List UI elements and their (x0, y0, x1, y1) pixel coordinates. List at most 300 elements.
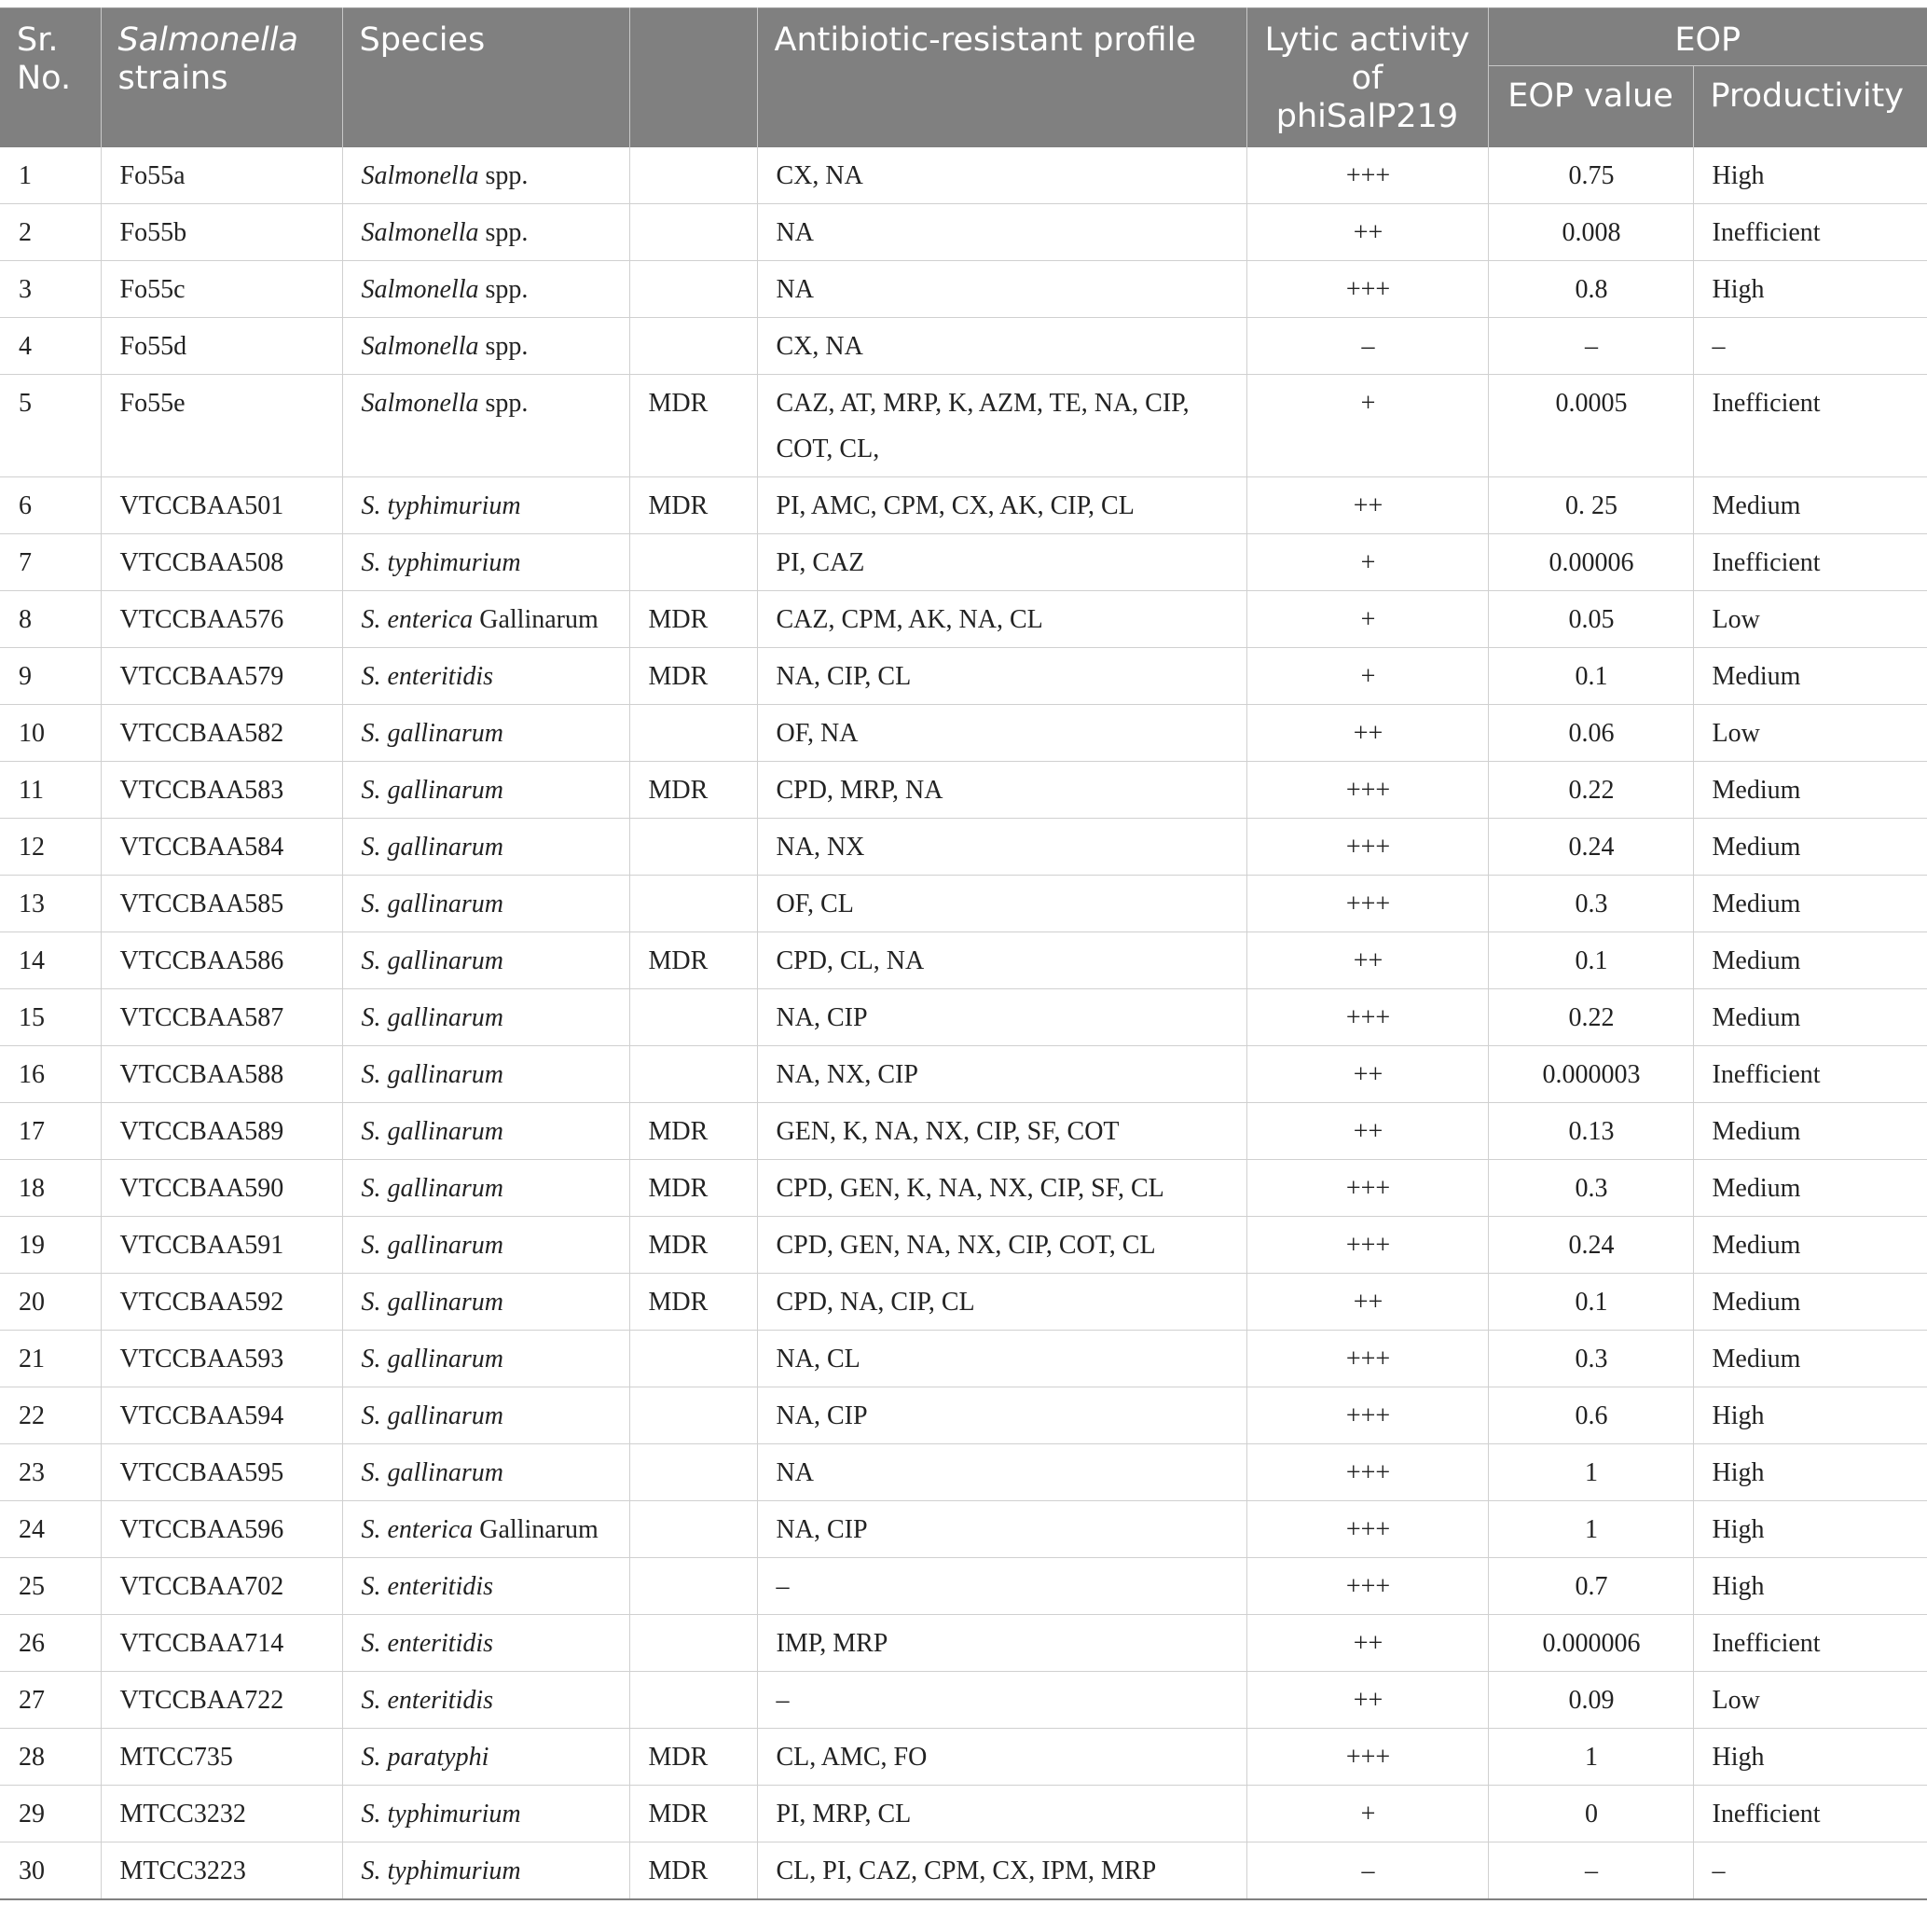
species-italic: S. gallinarum (361, 719, 503, 748)
cell-mdr (629, 989, 757, 1046)
cell-lytic: ++ (1246, 1103, 1488, 1160)
cell-productivity: Low (1693, 591, 1927, 648)
species-italic: Salmonella (361, 332, 479, 361)
cell-strain: VTCCBAA585 (101, 876, 342, 932)
cell-mdr: MDR (629, 1160, 757, 1217)
cell-mdr (629, 1501, 757, 1558)
cell-sr: 5 (0, 375, 101, 477)
cell-lytic: ++ (1246, 1274, 1488, 1331)
cell-species (342, 1786, 629, 1842)
species-italic: Salmonella (361, 389, 479, 418)
cell-mdr (629, 1331, 757, 1387)
cell-species (342, 1672, 629, 1729)
species-italic: S. gallinarum (361, 1117, 503, 1146)
cell-strain: Fo55e (101, 375, 342, 477)
cell-eop-value: 1 (1488, 1501, 1693, 1558)
cell-mdr: MDR (629, 375, 757, 477)
cell-profile: NA, CL (757, 1331, 1246, 1387)
cell-lytic: +++ (1246, 261, 1488, 318)
species-italic: Salmonella (361, 218, 479, 247)
cell-sr: 4 (0, 318, 101, 375)
cell-profile: CX, NA (757, 147, 1246, 204)
species-italic: S. gallinarum (361, 890, 503, 918)
cell-lytic: ++ (1246, 1615, 1488, 1672)
cell-eop-value: 0.7 (1488, 1558, 1693, 1615)
cell-eop-value: 0.000003 (1488, 1046, 1693, 1103)
cell-lytic: +++ (1246, 1217, 1488, 1274)
cell-species (342, 1558, 629, 1615)
species-italic: S. gallinarum (361, 776, 503, 805)
cell-profile: NA (757, 204, 1246, 261)
cell-mdr: MDR (629, 1274, 757, 1331)
cell-profile: OF, NA (757, 705, 1246, 762)
cell-mdr (629, 876, 757, 932)
cell-lytic: +++ (1246, 147, 1488, 204)
cell-profile: CX, NA (757, 318, 1246, 375)
cell-strain: VTCCBAA591 (101, 1217, 342, 1274)
cell-mdr (629, 318, 757, 375)
header-strains-rest: strains (117, 60, 228, 97)
species-italic: S. paratyphi (361, 1743, 489, 1772)
species-italic: S. gallinarum (361, 1401, 503, 1430)
cell-sr: 16 (0, 1046, 101, 1103)
cell-sr: 11 (0, 762, 101, 819)
species-italic: S. gallinarum (361, 1458, 503, 1487)
species-italic: S. gallinarum (361, 946, 503, 975)
cell-productivity: Medium (1693, 1160, 1927, 1217)
cell-sr: 8 (0, 591, 101, 648)
cell-mdr (629, 147, 757, 204)
cell-mdr: MDR (629, 1103, 757, 1160)
species-italic: S. gallinarum (361, 1060, 503, 1089)
species-italic: S. enterica (361, 1515, 474, 1544)
cell-eop-value: 0.09 (1488, 1672, 1693, 1729)
cell-productivity: High (1693, 1444, 1927, 1501)
species-rest: Gallinarum (473, 605, 599, 634)
cell-lytic: ++ (1246, 1672, 1488, 1729)
cell-species (342, 591, 629, 648)
table-row (0, 204, 1927, 261)
cell-productivity: High (1693, 1558, 1927, 1615)
cell-productivity: Inefficient (1693, 1786, 1927, 1842)
cell-strain: VTCCBAA594 (101, 1387, 342, 1444)
species-italic: S. gallinarum (361, 1345, 503, 1373)
cell-sr: 15 (0, 989, 101, 1046)
cell-species (342, 1615, 629, 1672)
cell-profile: – (757, 1558, 1246, 1615)
header-productivity: Productivity (1693, 66, 1927, 148)
cell-strain: Fo55c (101, 261, 342, 318)
cell-profile: CL, PI, CAZ, CPM, CX, IPM, MRP (757, 1842, 1246, 1900)
header-mdr (629, 8, 757, 148)
species-italic: S. gallinarum (361, 1003, 503, 1032)
cell-strain: Fo55d (101, 318, 342, 375)
cell-species (342, 1331, 629, 1387)
species-italic: Salmonella (361, 275, 479, 304)
strains-table (0, 7, 1927, 1900)
table-row (0, 318, 1927, 375)
cell-profile: NA, NX, CIP (757, 1046, 1246, 1103)
cell-strain: VTCCBAA589 (101, 1103, 342, 1160)
table-row (0, 1558, 1927, 1615)
cell-strain: VTCCBAA576 (101, 591, 342, 648)
header-species: Species (342, 8, 629, 148)
cell-eop-value: 0.0005 (1488, 375, 1693, 477)
cell-sr: 25 (0, 1558, 101, 1615)
cell-species (342, 1160, 629, 1217)
cell-lytic: + (1246, 534, 1488, 591)
cell-species (342, 477, 629, 534)
header-profile: Antibiotic-resistant profile (757, 8, 1246, 148)
species-italic: S. enterica (361, 605, 474, 634)
cell-species (342, 318, 629, 375)
cell-species (342, 648, 629, 705)
cell-sr: 22 (0, 1387, 101, 1444)
table-row (0, 932, 1927, 989)
cell-eop-value: 0.1 (1488, 932, 1693, 989)
table-header (0, 8, 1927, 148)
cell-lytic: +++ (1246, 1729, 1488, 1786)
cell-sr: 21 (0, 1331, 101, 1387)
cell-productivity: Medium (1693, 819, 1927, 876)
cell-profile: PI, MRP, CL (757, 1786, 1246, 1842)
cell-profile: PI, AMC, CPM, CX, AK, CIP, CL (757, 477, 1246, 534)
cell-profile: CPD, NA, CIP, CL (757, 1274, 1246, 1331)
cell-mdr: MDR (629, 1217, 757, 1274)
table-row (0, 1615, 1927, 1672)
cell-productivity: Inefficient (1693, 1615, 1927, 1672)
cell-lytic: + (1246, 375, 1488, 477)
cell-profile: NA, CIP, CL (757, 648, 1246, 705)
cell-species (342, 932, 629, 989)
cell-strain: VTCCBAA586 (101, 932, 342, 989)
cell-lytic: + (1246, 1786, 1488, 1842)
cell-species (342, 1274, 629, 1331)
cell-productivity: High (1693, 147, 1927, 204)
cell-mdr (629, 1387, 757, 1444)
cell-eop-value: 0.3 (1488, 1331, 1693, 1387)
cell-eop-value: – (1488, 1842, 1693, 1900)
cell-productivity: Medium (1693, 477, 1927, 534)
cell-species (342, 1444, 629, 1501)
cell-eop-value: 0. 25 (1488, 477, 1693, 534)
table-row (0, 1786, 1927, 1842)
cell-productivity: Inefficient (1693, 1046, 1927, 1103)
cell-strain: VTCCBAA714 (101, 1615, 342, 1672)
species-rest: spp. (478, 161, 529, 190)
table-row (0, 1501, 1927, 1558)
cell-species (342, 989, 629, 1046)
cell-lytic: ++ (1246, 932, 1488, 989)
cell-strain: VTCCBAA579 (101, 648, 342, 705)
cell-productivity: Inefficient (1693, 375, 1927, 477)
species-rest: spp. (478, 332, 529, 361)
cell-productivity: Medium (1693, 989, 1927, 1046)
cell-lytic: +++ (1246, 1160, 1488, 1217)
table-row (0, 1160, 1927, 1217)
cell-productivity: Inefficient (1693, 204, 1927, 261)
cell-productivity: Inefficient (1693, 534, 1927, 591)
cell-sr: 18 (0, 1160, 101, 1217)
cell-profile: IMP, MRP (757, 1615, 1246, 1672)
cell-mdr (629, 1615, 757, 1672)
species-italic: S. gallinarum (361, 833, 503, 862)
cell-species (342, 876, 629, 932)
cell-mdr: MDR (629, 591, 757, 648)
cell-sr: 12 (0, 819, 101, 876)
header-lytic: Lytic activity of phiSalP219 (1246, 8, 1488, 148)
header-strains (101, 8, 342, 148)
cell-profile: NA, CIP (757, 989, 1246, 1046)
cell-mdr (629, 819, 757, 876)
header-eop-value: EOP value (1488, 66, 1693, 148)
cell-lytic: +++ (1246, 819, 1488, 876)
cell-lytic: +++ (1246, 1444, 1488, 1501)
cell-profile: CAZ, AT, MRP, K, AZM, TE, NA, CIP, COT, CL, (757, 375, 1246, 477)
cell-lytic: +++ (1246, 1501, 1488, 1558)
cell-profile: CPD, GEN, K, NA, NX, CIP, SF, CL (757, 1160, 1246, 1217)
cell-profile: NA (757, 1444, 1246, 1501)
cell-species (342, 1217, 629, 1274)
cell-profile: GEN, K, NA, NX, CIP, SF, COT (757, 1103, 1246, 1160)
header-sr-no: Sr. No. (0, 8, 101, 148)
cell-lytic: +++ (1246, 989, 1488, 1046)
header-strains-italic: Salmonella (117, 21, 299, 59)
cell-mdr (629, 534, 757, 591)
cell-lytic: +++ (1246, 1558, 1488, 1615)
cell-productivity: – (1693, 1842, 1927, 1900)
cell-productivity: Medium (1693, 932, 1927, 989)
cell-mdr (629, 1444, 757, 1501)
species-italic: S. typhimurium (361, 1856, 521, 1885)
cell-strain: VTCCBAA587 (101, 989, 342, 1046)
table-row (0, 1046, 1927, 1103)
cell-eop-value: 0.06 (1488, 705, 1693, 762)
cell-mdr (629, 261, 757, 318)
cell-productivity: Low (1693, 1672, 1927, 1729)
table-row (0, 819, 1927, 876)
cell-strain: VTCCBAA702 (101, 1558, 342, 1615)
cell-productivity: Low (1693, 705, 1927, 762)
cell-species (342, 762, 629, 819)
cell-sr: 26 (0, 1615, 101, 1672)
cell-strain: VTCCBAA590 (101, 1160, 342, 1217)
cell-sr: 17 (0, 1103, 101, 1160)
cell-species (342, 1046, 629, 1103)
cell-sr: 3 (0, 261, 101, 318)
cell-mdr: MDR (629, 648, 757, 705)
species-italic: S. typhimurium (361, 1800, 521, 1828)
cell-profile: CPD, MRP, NA (757, 762, 1246, 819)
cell-sr: 28 (0, 1729, 101, 1786)
cell-eop-value: 0.000006 (1488, 1615, 1693, 1672)
cell-sr: 27 (0, 1672, 101, 1729)
cell-species (342, 705, 629, 762)
table-row (0, 1103, 1927, 1160)
cell-eop-value: 0.1 (1488, 1274, 1693, 1331)
cell-sr: 7 (0, 534, 101, 591)
cell-mdr: MDR (629, 762, 757, 819)
cell-mdr: MDR (629, 1786, 757, 1842)
cell-strain: VTCCBAA596 (101, 1501, 342, 1558)
table-row (0, 876, 1927, 932)
cell-eop-value: 0.24 (1488, 819, 1693, 876)
cell-profile: NA, NX (757, 819, 1246, 876)
cell-strain: VTCCBAA582 (101, 705, 342, 762)
cell-sr: 23 (0, 1444, 101, 1501)
cell-productivity: Medium (1693, 1331, 1927, 1387)
cell-profile: NA, CIP (757, 1501, 1246, 1558)
cell-mdr (629, 1046, 757, 1103)
cell-profile: – (757, 1672, 1246, 1729)
cell-mdr (629, 1558, 757, 1615)
table-row (0, 1444, 1927, 1501)
species-rest: spp. (478, 218, 529, 247)
cell-sr: 13 (0, 876, 101, 932)
species-italic: S. enteritidis (361, 662, 494, 691)
cell-profile: CL, AMC, FO (757, 1729, 1246, 1786)
cell-eop-value: 0.8 (1488, 261, 1693, 318)
cell-eop-value: 0.22 (1488, 762, 1693, 819)
table-row (0, 591, 1927, 648)
table-row (0, 989, 1927, 1046)
species-italic: S. enteritidis (361, 1686, 494, 1715)
cell-eop-value: 0.008 (1488, 204, 1693, 261)
cell-productivity: – (1693, 318, 1927, 375)
cell-profile: CAZ, CPM, AK, NA, CL (757, 591, 1246, 648)
cell-productivity: High (1693, 1729, 1927, 1786)
cell-strain: VTCCBAA583 (101, 762, 342, 819)
cell-lytic: +++ (1246, 876, 1488, 932)
cell-productivity: Medium (1693, 762, 1927, 819)
cell-species (342, 1387, 629, 1444)
cell-lytic: – (1246, 318, 1488, 375)
cell-lytic: + (1246, 648, 1488, 705)
cell-sr: 24 (0, 1501, 101, 1558)
cell-strain: VTCCBAA593 (101, 1331, 342, 1387)
table-row (0, 534, 1927, 591)
cell-profile: OF, CL (757, 876, 1246, 932)
cell-sr: 19 (0, 1217, 101, 1274)
cell-productivity: Medium (1693, 1217, 1927, 1274)
table-row (0, 477, 1927, 534)
cell-eop-value: 0.6 (1488, 1387, 1693, 1444)
cell-strain: MTCC735 (101, 1729, 342, 1786)
cell-mdr: MDR (629, 477, 757, 534)
table-row (0, 375, 1927, 477)
cell-lytic: +++ (1246, 762, 1488, 819)
species-italic: S. typhimurium (361, 491, 521, 520)
cell-productivity: High (1693, 1501, 1927, 1558)
species-italic: S. typhimurium (361, 548, 521, 577)
table-row (0, 1217, 1927, 1274)
table-row (0, 705, 1927, 762)
cell-species (342, 1729, 629, 1786)
cell-species (342, 1501, 629, 1558)
cell-eop-value: 0.24 (1488, 1217, 1693, 1274)
cell-productivity: Medium (1693, 1274, 1927, 1331)
species-rest: spp. (478, 275, 529, 304)
table-row (0, 1274, 1927, 1331)
cell-eop-value: 0.00006 (1488, 534, 1693, 591)
cell-sr: 9 (0, 648, 101, 705)
cell-eop-value: 1 (1488, 1444, 1693, 1501)
cell-profile: CPD, GEN, NA, NX, CIP, COT, CL (757, 1217, 1246, 1274)
cell-productivity: High (1693, 1387, 1927, 1444)
cell-sr: 30 (0, 1842, 101, 1900)
cell-strain: VTCCBAA722 (101, 1672, 342, 1729)
cell-profile: NA (757, 261, 1246, 318)
cell-productivity: High (1693, 261, 1927, 318)
table-row (0, 1842, 1927, 1900)
cell-profile: PI, CAZ (757, 534, 1246, 591)
header-eop: EOP (1488, 8, 1927, 66)
cell-species (342, 819, 629, 876)
cell-eop-value: 0.22 (1488, 989, 1693, 1046)
cell-sr: 6 (0, 477, 101, 534)
cell-species (342, 147, 629, 204)
cell-lytic: +++ (1246, 1387, 1488, 1444)
cell-species (342, 204, 629, 261)
table-row (0, 261, 1927, 318)
cell-mdr (629, 705, 757, 762)
species-rest: spp. (478, 389, 529, 418)
cell-lytic: +++ (1246, 1331, 1488, 1387)
table-body (0, 147, 1927, 1899)
cell-sr: 14 (0, 932, 101, 989)
species-italic: S. gallinarum (361, 1174, 503, 1203)
cell-profile: NA, CIP (757, 1387, 1246, 1444)
cell-eop-value: 1 (1488, 1729, 1693, 1786)
cell-sr: 20 (0, 1274, 101, 1331)
cell-eop-value: 0.75 (1488, 147, 1693, 204)
cell-eop-value: 0.1 (1488, 648, 1693, 705)
cell-productivity: Medium (1693, 648, 1927, 705)
table-row (0, 147, 1927, 204)
cell-strain: Fo55b (101, 204, 342, 261)
table-row (0, 762, 1927, 819)
table-row (0, 1672, 1927, 1729)
cell-lytic: – (1246, 1842, 1488, 1900)
cell-lytic: ++ (1246, 204, 1488, 261)
species-italic: S. enteritidis (361, 1572, 494, 1601)
cell-lytic: ++ (1246, 1046, 1488, 1103)
cell-strain: VTCCBAA592 (101, 1274, 342, 1331)
cell-species (342, 1103, 629, 1160)
cell-species (342, 1842, 629, 1900)
cell-strain: VTCCBAA584 (101, 819, 342, 876)
table-row (0, 1387, 1927, 1444)
cell-mdr (629, 204, 757, 261)
cell-strain: MTCC3223 (101, 1842, 342, 1900)
cell-species (342, 534, 629, 591)
cell-eop-value: 0.3 (1488, 876, 1693, 932)
cell-eop-value: – (1488, 318, 1693, 375)
cell-productivity: Medium (1693, 1103, 1927, 1160)
cell-eop-value: 0.13 (1488, 1103, 1693, 1160)
cell-profile: CPD, CL, NA (757, 932, 1246, 989)
cell-productivity: Medium (1693, 876, 1927, 932)
cell-sr: 2 (0, 204, 101, 261)
cell-sr: 1 (0, 147, 101, 204)
table-row (0, 1331, 1927, 1387)
cell-sr: 29 (0, 1786, 101, 1842)
cell-mdr: MDR (629, 1842, 757, 1900)
cell-strain: VTCCBAA508 (101, 534, 342, 591)
cell-lytic: + (1246, 591, 1488, 648)
cell-sr: 10 (0, 705, 101, 762)
cell-mdr (629, 1672, 757, 1729)
